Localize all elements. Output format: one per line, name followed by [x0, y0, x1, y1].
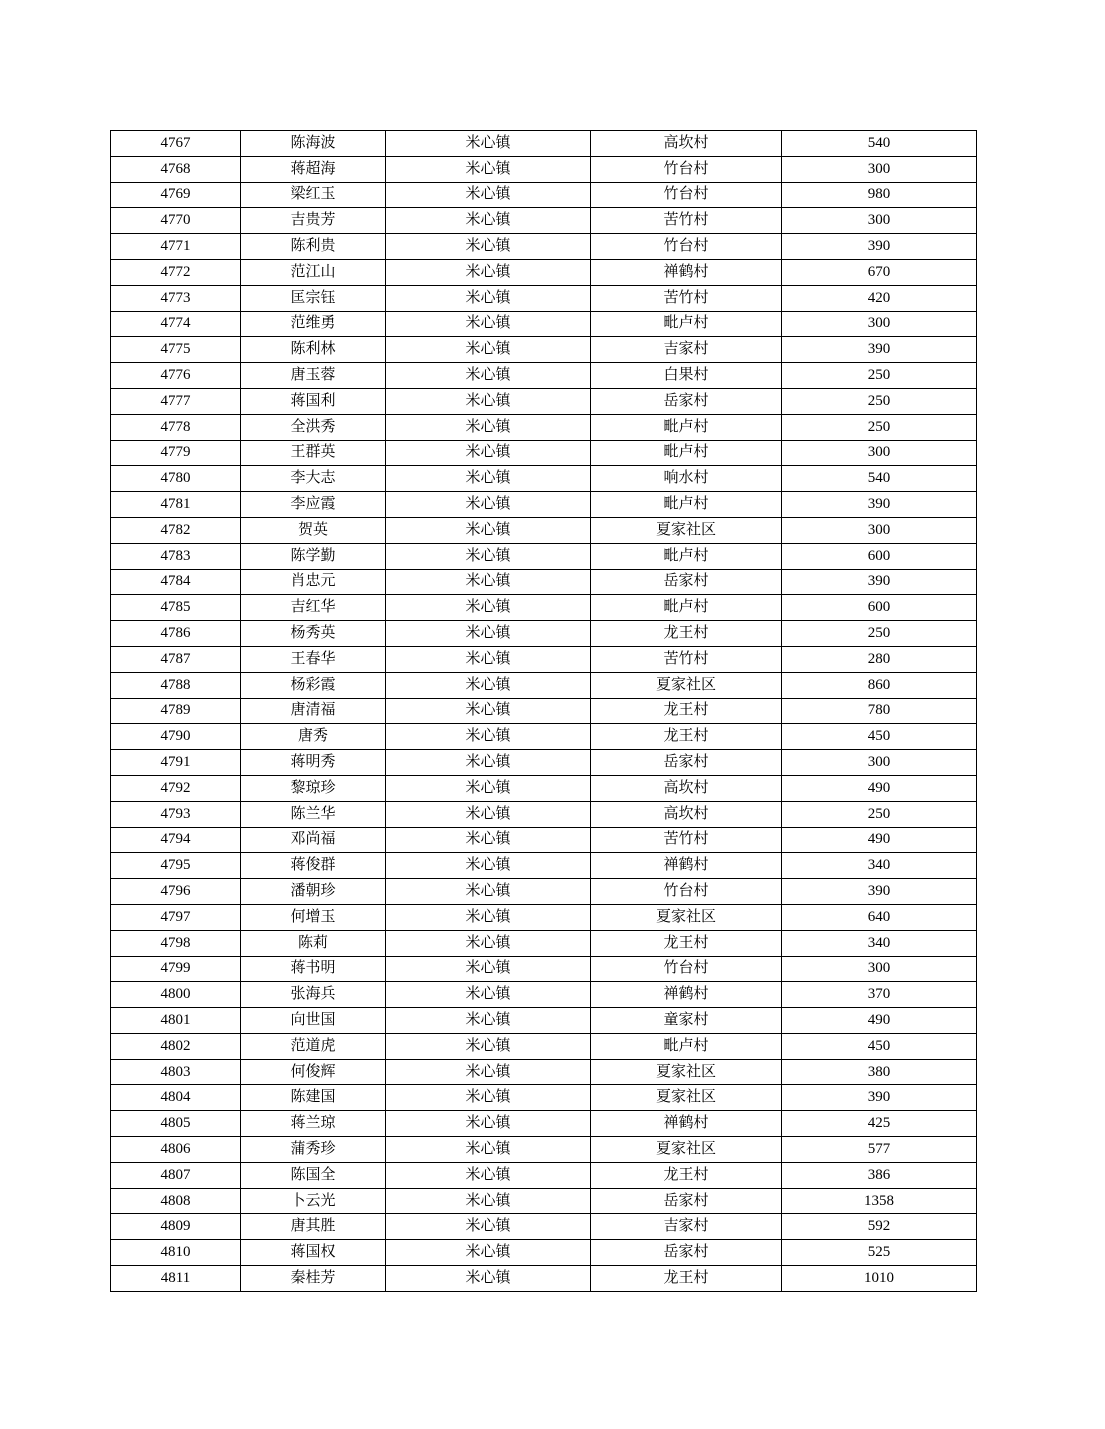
- cell-town: 米心镇: [386, 698, 591, 724]
- table-row: [111, 1266, 977, 1292]
- cell-name: 李大志: [241, 466, 386, 492]
- cell-village: 龙王村: [591, 1266, 782, 1292]
- cell-name: 蒋书明: [241, 956, 386, 982]
- cell-amount: 600: [782, 595, 977, 621]
- cell-id: 4802: [111, 1033, 241, 1059]
- cell-amount: 340: [782, 930, 977, 956]
- cell-amount: 300: [782, 440, 977, 466]
- cell-village: 岳家村: [591, 569, 782, 595]
- cell-town: 米心镇: [386, 930, 591, 956]
- cell-name: 吉贵芳: [241, 208, 386, 234]
- cell-id: 4804: [111, 1085, 241, 1111]
- table-row: [111, 982, 977, 1008]
- cell-name: 陈建国: [241, 1085, 386, 1111]
- cell-amount: 1010: [782, 1266, 977, 1292]
- cell-village: 高坎村: [591, 801, 782, 827]
- cell-town: 米心镇: [386, 388, 591, 414]
- cell-amount: 250: [782, 801, 977, 827]
- cell-village: 龙王村: [591, 1162, 782, 1188]
- table-row: [111, 1085, 977, 1111]
- cell-name: 李应霞: [241, 492, 386, 518]
- cell-town: 米心镇: [386, 646, 591, 672]
- cell-amount: 300: [782, 517, 977, 543]
- cell-village: 毗卢村: [591, 414, 782, 440]
- cell-amount: 420: [782, 285, 977, 311]
- table-row: [111, 569, 977, 595]
- table-row: [111, 1137, 977, 1163]
- cell-town: 米心镇: [386, 801, 591, 827]
- cell-amount: 577: [782, 1137, 977, 1163]
- table-row: [111, 1188, 977, 1214]
- cell-name: 唐其胜: [241, 1214, 386, 1240]
- cell-town: 米心镇: [386, 131, 591, 157]
- cell-amount: 390: [782, 569, 977, 595]
- cell-id: 4779: [111, 440, 241, 466]
- cell-village: 岳家村: [591, 750, 782, 776]
- cell-village: 夏家社区: [591, 1137, 782, 1163]
- cell-town: 米心镇: [386, 543, 591, 569]
- cell-id: 4811: [111, 1266, 241, 1292]
- table-row: [111, 595, 977, 621]
- table-row: [111, 1111, 977, 1137]
- cell-amount: 490: [782, 1008, 977, 1034]
- table-row: [111, 259, 977, 285]
- cell-name: 梁红玉: [241, 182, 386, 208]
- cell-id: 4800: [111, 982, 241, 1008]
- cell-town: 米心镇: [386, 595, 591, 621]
- table-row: [111, 904, 977, 930]
- cell-id: 4806: [111, 1137, 241, 1163]
- table-row: [111, 698, 977, 724]
- cell-amount: 250: [782, 621, 977, 647]
- cell-name: 范江山: [241, 259, 386, 285]
- table-body: [111, 131, 977, 1292]
- cell-name: 唐秀: [241, 724, 386, 750]
- cell-id: 4773: [111, 285, 241, 311]
- cell-amount: 450: [782, 724, 977, 750]
- cell-id: 4805: [111, 1111, 241, 1137]
- cell-amount: 300: [782, 956, 977, 982]
- cell-id: 4767: [111, 131, 241, 157]
- cell-town: 米心镇: [386, 853, 591, 879]
- cell-town: 米心镇: [386, 285, 591, 311]
- cell-id: 4775: [111, 337, 241, 363]
- cell-amount: 860: [782, 672, 977, 698]
- cell-name: 何俊辉: [241, 1059, 386, 1085]
- cell-amount: 670: [782, 259, 977, 285]
- cell-town: 米心镇: [386, 750, 591, 776]
- cell-village: 苦竹村: [591, 646, 782, 672]
- cell-name: 肖忠元: [241, 569, 386, 595]
- table-row: [111, 517, 977, 543]
- cell-village: 龙王村: [591, 724, 782, 750]
- cell-id: 4801: [111, 1008, 241, 1034]
- cell-village: 毗卢村: [591, 1033, 782, 1059]
- cell-id: 4772: [111, 259, 241, 285]
- cell-town: 米心镇: [386, 466, 591, 492]
- cell-name: 陈利林: [241, 337, 386, 363]
- cell-village: 苦竹村: [591, 285, 782, 311]
- cell-town: 米心镇: [386, 259, 591, 285]
- cell-id: 4774: [111, 311, 241, 337]
- cell-town: 米心镇: [386, 827, 591, 853]
- cell-village: 童家村: [591, 1008, 782, 1034]
- cell-id: 4807: [111, 1162, 241, 1188]
- cell-town: 米心镇: [386, 492, 591, 518]
- cell-amount: 390: [782, 492, 977, 518]
- cell-town: 米心镇: [386, 1033, 591, 1059]
- cell-village: 吉家村: [591, 337, 782, 363]
- cell-name: 唐玉蓉: [241, 363, 386, 389]
- cell-town: 米心镇: [386, 517, 591, 543]
- table-row: [111, 388, 977, 414]
- cell-id: 4803: [111, 1059, 241, 1085]
- cell-village: 响水村: [591, 466, 782, 492]
- cell-name: 王春华: [241, 646, 386, 672]
- cell-village: 夏家社区: [591, 672, 782, 698]
- cell-village: 禅鹤村: [591, 259, 782, 285]
- cell-id: 4788: [111, 672, 241, 698]
- cell-village: 岳家村: [591, 388, 782, 414]
- cell-amount: 490: [782, 827, 977, 853]
- table-row: [111, 131, 977, 157]
- cell-name: 杨彩霞: [241, 672, 386, 698]
- cell-town: 米心镇: [386, 569, 591, 595]
- table-row: [111, 363, 977, 389]
- cell-amount: 280: [782, 646, 977, 672]
- cell-id: 4782: [111, 517, 241, 543]
- cell-name: 陈海波: [241, 131, 386, 157]
- cell-village: 夏家社区: [591, 1059, 782, 1085]
- cell-name: 陈利贵: [241, 234, 386, 260]
- cell-amount: 600: [782, 543, 977, 569]
- cell-name: 蒋国权: [241, 1240, 386, 1266]
- cell-town: 米心镇: [386, 1008, 591, 1034]
- cell-village: 吉家村: [591, 1214, 782, 1240]
- cell-id: 4797: [111, 904, 241, 930]
- cell-amount: 1358: [782, 1188, 977, 1214]
- table-row: [111, 543, 977, 569]
- cell-village: 龙王村: [591, 621, 782, 647]
- cell-village: 龙王村: [591, 698, 782, 724]
- cell-id: 4791: [111, 750, 241, 776]
- cell-village: 白果村: [591, 363, 782, 389]
- cell-name: 蒋兰琼: [241, 1111, 386, 1137]
- table-row: [111, 466, 977, 492]
- cell-amount: 370: [782, 982, 977, 1008]
- table-row: [111, 775, 977, 801]
- cell-name: 陈莉: [241, 930, 386, 956]
- table-row: [111, 156, 977, 182]
- cell-name: 陈兰华: [241, 801, 386, 827]
- cell-amount: 640: [782, 904, 977, 930]
- cell-name: 黎琼珍: [241, 775, 386, 801]
- cell-id: 4780: [111, 466, 241, 492]
- cell-amount: 490: [782, 775, 977, 801]
- cell-name: 范维勇: [241, 311, 386, 337]
- cell-town: 米心镇: [386, 1266, 591, 1292]
- table-row: [111, 1214, 977, 1240]
- table-row: [111, 672, 977, 698]
- cell-id: 4810: [111, 1240, 241, 1266]
- cell-town: 米心镇: [386, 1059, 591, 1085]
- cell-name: 张海兵: [241, 982, 386, 1008]
- cell-village: 岳家村: [591, 1240, 782, 1266]
- cell-id: 4769: [111, 182, 241, 208]
- table-row: [111, 1240, 977, 1266]
- table-row: [111, 1008, 977, 1034]
- table-row: [111, 853, 977, 879]
- cell-amount: 300: [782, 750, 977, 776]
- cell-village: 竹台村: [591, 182, 782, 208]
- cell-town: 米心镇: [386, 1085, 591, 1111]
- cell-id: 4785: [111, 595, 241, 621]
- table-row: [111, 956, 977, 982]
- cell-amount: 300: [782, 311, 977, 337]
- cell-village: 毗卢村: [591, 543, 782, 569]
- cell-village: 禅鹤村: [591, 853, 782, 879]
- cell-village: 毗卢村: [591, 440, 782, 466]
- cell-amount: 390: [782, 879, 977, 905]
- cell-amount: 450: [782, 1033, 977, 1059]
- cell-name: 邓尚福: [241, 827, 386, 853]
- table-row: [111, 801, 977, 827]
- cell-amount: 380: [782, 1059, 977, 1085]
- cell-amount: 592: [782, 1214, 977, 1240]
- cell-id: 4799: [111, 956, 241, 982]
- cell-name: 唐清福: [241, 698, 386, 724]
- cell-name: 蒋超海: [241, 156, 386, 182]
- table-row: [111, 1162, 977, 1188]
- cell-village: 夏家社区: [591, 517, 782, 543]
- cell-village: 高坎村: [591, 131, 782, 157]
- cell-name: 陈国全: [241, 1162, 386, 1188]
- cell-village: 毗卢村: [591, 595, 782, 621]
- cell-village: 龙王村: [591, 930, 782, 956]
- cell-amount: 250: [782, 388, 977, 414]
- cell-amount: 386: [782, 1162, 977, 1188]
- table-row: [111, 440, 977, 466]
- cell-name: 何增玉: [241, 904, 386, 930]
- cell-village: 岳家村: [591, 1188, 782, 1214]
- cell-amount: 340: [782, 853, 977, 879]
- cell-id: 4768: [111, 156, 241, 182]
- cell-town: 米心镇: [386, 1111, 591, 1137]
- table-container: [110, 130, 976, 1292]
- cell-town: 米心镇: [386, 956, 591, 982]
- cell-id: 4792: [111, 775, 241, 801]
- cell-id: 4793: [111, 801, 241, 827]
- cell-id: 4777: [111, 388, 241, 414]
- cell-name: 匡宗钰: [241, 285, 386, 311]
- table-row: [111, 182, 977, 208]
- cell-id: 4789: [111, 698, 241, 724]
- cell-town: 米心镇: [386, 621, 591, 647]
- table-row: [111, 1033, 977, 1059]
- cell-town: 米心镇: [386, 337, 591, 363]
- cell-name: 吉红华: [241, 595, 386, 621]
- cell-town: 米心镇: [386, 1137, 591, 1163]
- cell-name: 陈学勤: [241, 543, 386, 569]
- table-row: [111, 724, 977, 750]
- cell-town: 米心镇: [386, 672, 591, 698]
- table-row: [111, 646, 977, 672]
- cell-name: 范道虎: [241, 1033, 386, 1059]
- cell-id: 4796: [111, 879, 241, 905]
- cell-id: 4798: [111, 930, 241, 956]
- cell-town: 米心镇: [386, 363, 591, 389]
- cell-id: 4790: [111, 724, 241, 750]
- cell-town: 米心镇: [386, 904, 591, 930]
- cell-town: 米心镇: [386, 311, 591, 337]
- table-row: [111, 750, 977, 776]
- table-row: [111, 285, 977, 311]
- cell-town: 米心镇: [386, 1240, 591, 1266]
- cell-town: 米心镇: [386, 1162, 591, 1188]
- cell-town: 米心镇: [386, 440, 591, 466]
- cell-amount: 300: [782, 208, 977, 234]
- cell-amount: 980: [782, 182, 977, 208]
- table-row: [111, 208, 977, 234]
- table-row: [111, 234, 977, 260]
- cell-amount: 540: [782, 131, 977, 157]
- cell-name: 向世国: [241, 1008, 386, 1034]
- table-row: [111, 414, 977, 440]
- cell-amount: 250: [782, 414, 977, 440]
- cell-village: 苦竹村: [591, 208, 782, 234]
- cell-name: 王群英: [241, 440, 386, 466]
- cell-village: 禅鹤村: [591, 1111, 782, 1137]
- cell-amount: 390: [782, 234, 977, 260]
- cell-name: 贺英: [241, 517, 386, 543]
- cell-name: 蒲秀珍: [241, 1137, 386, 1163]
- cell-town: 米心镇: [386, 1188, 591, 1214]
- cell-village: 竹台村: [591, 879, 782, 905]
- cell-id: 4778: [111, 414, 241, 440]
- cell-amount: 425: [782, 1111, 977, 1137]
- cell-name: 蒋明秀: [241, 750, 386, 776]
- cell-village: 高坎村: [591, 775, 782, 801]
- table-row: [111, 492, 977, 518]
- cell-id: 4771: [111, 234, 241, 260]
- beneficiary-table: [110, 130, 977, 1292]
- cell-id: 4794: [111, 827, 241, 853]
- cell-village: 毗卢村: [591, 492, 782, 518]
- cell-town: 米心镇: [386, 879, 591, 905]
- cell-town: 米心镇: [386, 775, 591, 801]
- table-row: [111, 930, 977, 956]
- table-row: [111, 879, 977, 905]
- cell-amount: 390: [782, 337, 977, 363]
- table-row: [111, 1059, 977, 1085]
- cell-village: 夏家社区: [591, 1085, 782, 1111]
- cell-name: 全洪秀: [241, 414, 386, 440]
- cell-id: 4808: [111, 1188, 241, 1214]
- cell-town: 米心镇: [386, 208, 591, 234]
- cell-amount: 250: [782, 363, 977, 389]
- cell-id: 4783: [111, 543, 241, 569]
- cell-village: 竹台村: [591, 156, 782, 182]
- cell-name: 杨秀英: [241, 621, 386, 647]
- cell-town: 米心镇: [386, 234, 591, 260]
- cell-name: 蒋国利: [241, 388, 386, 414]
- cell-id: 4786: [111, 621, 241, 647]
- table-row: [111, 621, 977, 647]
- cell-id: 4784: [111, 569, 241, 595]
- cell-id: 4770: [111, 208, 241, 234]
- cell-town: 米心镇: [386, 182, 591, 208]
- cell-id: 4795: [111, 853, 241, 879]
- cell-name: 蒋俊群: [241, 853, 386, 879]
- cell-id: 4809: [111, 1214, 241, 1240]
- cell-id: 4781: [111, 492, 241, 518]
- cell-town: 米心镇: [386, 414, 591, 440]
- cell-village: 禅鹤村: [591, 982, 782, 1008]
- cell-town: 米心镇: [386, 982, 591, 1008]
- cell-amount: 390: [782, 1085, 977, 1111]
- cell-amount: 525: [782, 1240, 977, 1266]
- table-row: [111, 827, 977, 853]
- table-row: [111, 311, 977, 337]
- cell-town: 米心镇: [386, 1214, 591, 1240]
- cell-village: 竹台村: [591, 234, 782, 260]
- cell-town: 米心镇: [386, 724, 591, 750]
- cell-name: 秦桂芳: [241, 1266, 386, 1292]
- cell-amount: 780: [782, 698, 977, 724]
- cell-id: 4776: [111, 363, 241, 389]
- cell-id: 4787: [111, 646, 241, 672]
- cell-amount: 540: [782, 466, 977, 492]
- cell-town: 米心镇: [386, 156, 591, 182]
- cell-village: 夏家社区: [591, 904, 782, 930]
- cell-village: 苦竹村: [591, 827, 782, 853]
- cell-name: 卜云光: [241, 1188, 386, 1214]
- cell-amount: 300: [782, 156, 977, 182]
- cell-name: 潘朝珍: [241, 879, 386, 905]
- table-row: [111, 337, 977, 363]
- cell-village: 毗卢村: [591, 311, 782, 337]
- cell-village: 竹台村: [591, 956, 782, 982]
